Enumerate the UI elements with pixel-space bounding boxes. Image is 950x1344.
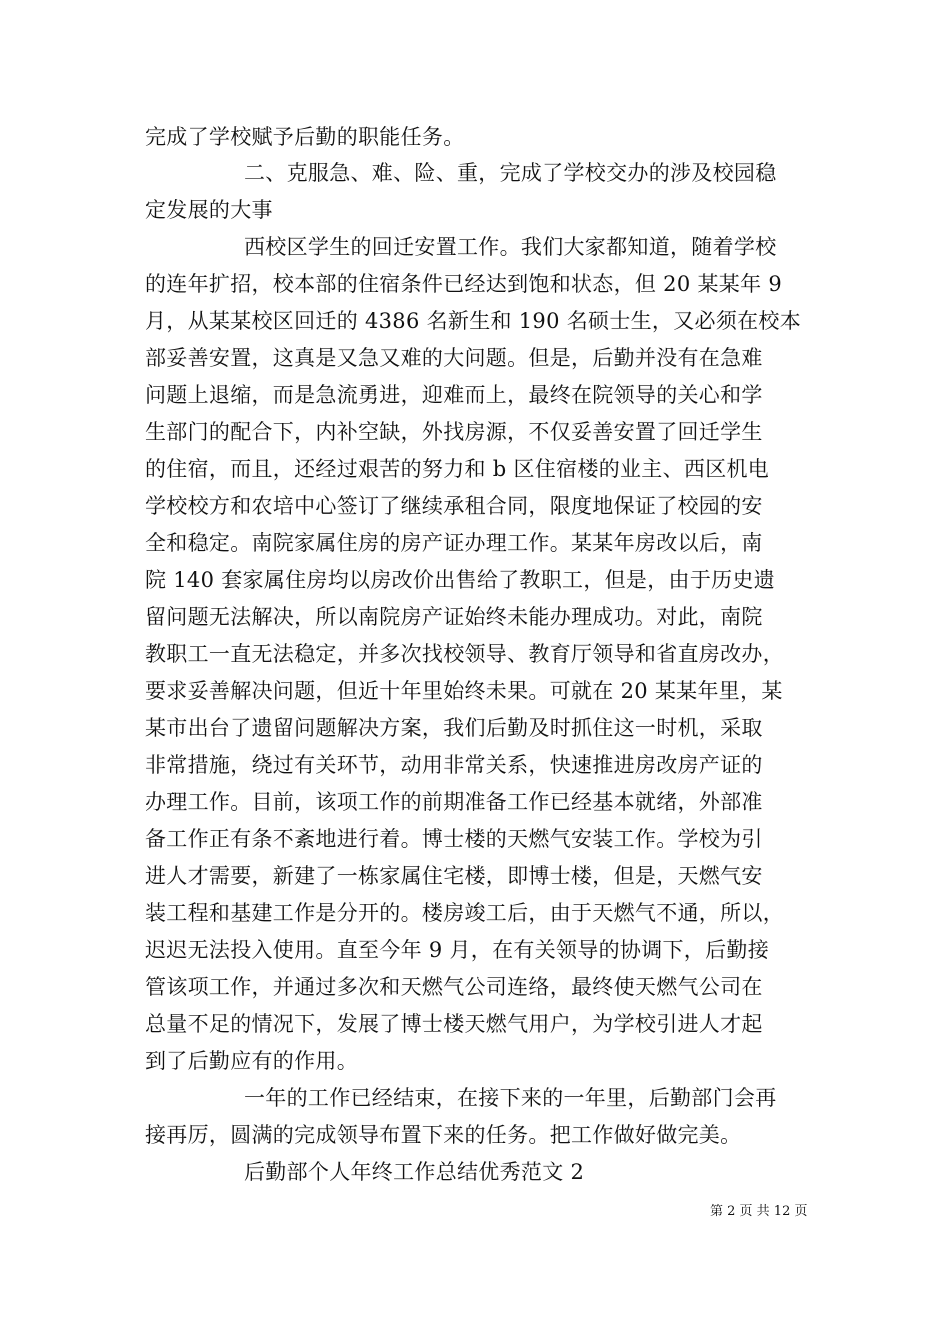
text-line: 迟迟无法投入使用。直至今年 9 月，在有关领导的协调下，后勤接 <box>145 938 770 962</box>
text-line: 完成了学校赋予后勤的职能任务。 <box>145 125 465 149</box>
section-heading-line: 二、克服急、难、险、重，完成了学校交办的涉及校园稳 <box>244 161 777 185</box>
text-line: 总量不足的情况下，发展了博士楼天燃气用户，为学校引进人才起 <box>145 1012 763 1036</box>
text-line: 某市出台了遗留问题解决方案，我们后勤及时抓住这一时机，采取 <box>145 716 763 740</box>
text-line: 管该项工作，并通过多次和天燃气公司连络，最终使天燃气公司在 <box>145 975 763 999</box>
text-line: 留问题无法解决，所以南院房产证始终未能办理成功。对此，南院 <box>145 605 763 629</box>
text-line: 要求妥善解决问题，但近十年里始终未果。可就在 20 某某年里，某 <box>145 679 783 703</box>
text-line: 接再厉，圆满的完成领导布置下来的任务。把工作做好做完美。 <box>145 1123 742 1147</box>
text-line: 进人才需要，新建了一栋家属住宅楼，即博士楼，但是，天燃气安 <box>145 864 763 888</box>
text-line: 备工作正有条不紊地进行着。博士楼的天燃气安装工作。学校为引 <box>145 827 763 851</box>
text-line: 非常措施，绕过有关环节，动用非常关系，快速推进房改房产证的 <box>145 753 763 777</box>
text-line: 的连年扩招，校本部的住宿条件已经达到饱和状态，但 20 某某年 9 <box>145 272 783 296</box>
text-line: 一年的工作已经结束，在接下来的一年里，后勤部门会再 <box>244 1086 777 1110</box>
text-line: 教职工一直无法稳定，并多次找校领导、教育厅领导和省直房改办， <box>145 642 784 666</box>
text-line: 装工程和基建工作是分开的。楼房竣工后，由于天燃气不通，所以， <box>145 901 784 925</box>
text-line: 部妥善安置，这真是又急又难的大问题。但是，后勤并没有在急难 <box>145 346 763 370</box>
document-title-line: 后勤部个人年终工作总结优秀范文 2 <box>244 1160 585 1184</box>
text-line: 的住宿，而且，还经过艰苦的努力和 b 区住宿楼的业主、西区机电 <box>145 457 770 481</box>
page-number: 第 2 页 共 12 页 <box>710 1204 808 1219</box>
text-line: 月，从某某校区回迁的 4386 名新生和 190 名硕士生，又必须在校本 <box>145 309 802 333</box>
text-line: 问题上退缩，而是急流勇进，迎难而上，最终在院领导的关心和学 <box>145 383 763 407</box>
text-line: 全和稳定。南院家属住房的房产证办理工作。某某年房改以后，南 <box>145 531 763 555</box>
text-line: 生部门的配合下，内补空缺，外找房源，不仅妥善安置了回迁学生 <box>145 420 763 444</box>
section-heading-line: 定发展的大事 <box>145 198 273 222</box>
text-line: 办理工作。目前，该项工作的前期准备工作已经基本就绪，外部准 <box>145 790 763 814</box>
text-line: 西校区学生的回迁安置工作。我们大家都知道，随着学校 <box>244 235 777 259</box>
text-line: 到了后勤应有的作用。 <box>145 1049 358 1073</box>
text-line: 院 140 套家属住房均以房改价出售给了教职工，但是，由于历史遗 <box>145 568 776 592</box>
text-line: 学校校方和农培中心签订了继续承租合同，限度地保证了校园的安 <box>145 494 763 518</box>
